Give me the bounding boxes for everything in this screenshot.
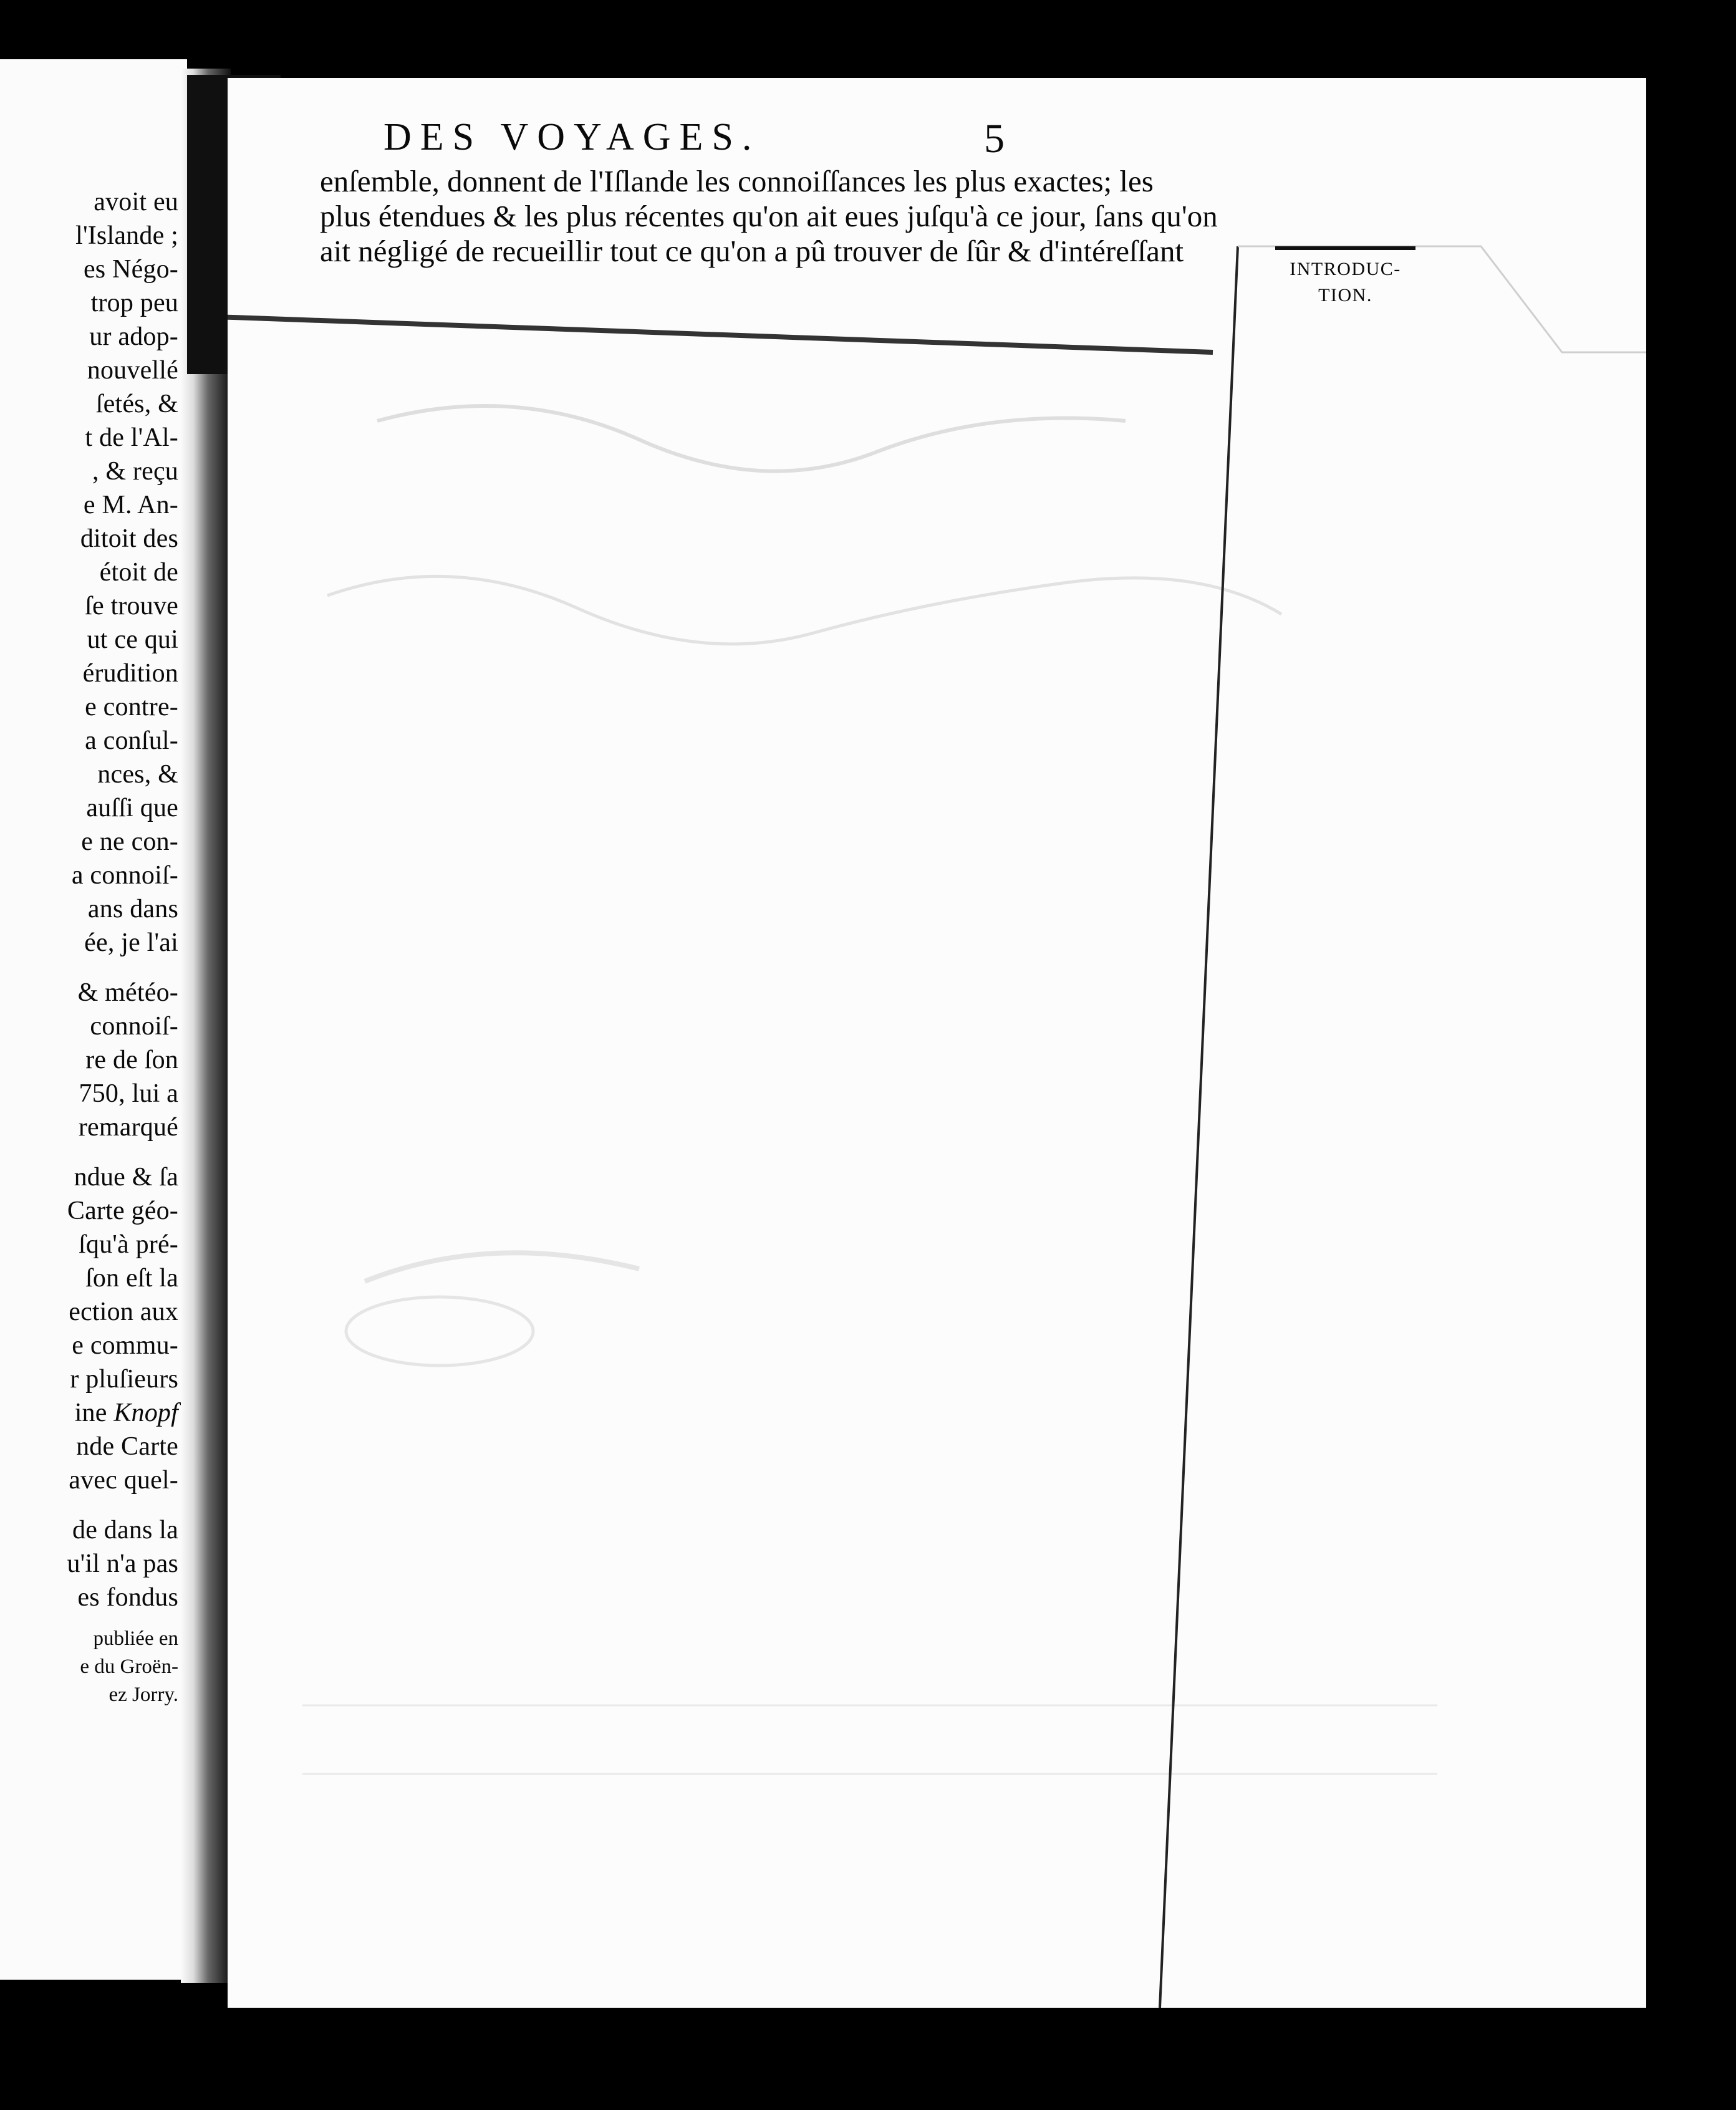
- left-text-line: es Négo-: [83, 255, 178, 284]
- left-text-line: ans dans: [87, 895, 178, 923]
- left-page: [0, 59, 187, 1980]
- left-text-line: étoit de: [99, 558, 178, 587]
- left-text-line: connoiſ-: [90, 1012, 178, 1041]
- left-text-line: ſon eſt la: [85, 1264, 178, 1293]
- left-text-line: remarqué: [78, 1113, 178, 1142]
- left-text-line: trop peu: [90, 289, 178, 317]
- left-text-line: de dans la: [72, 1516, 178, 1544]
- left-text-line: ndue & ſa: [74, 1163, 178, 1192]
- running-head: DES VOYAGES.: [383, 116, 761, 158]
- left-text-line: a connoiſ-: [71, 861, 178, 890]
- left-text-line: t de l'Al-: [85, 423, 178, 452]
- margin-note-line-1: INTRODUC-: [1290, 259, 1401, 279]
- left-text-line: avec quel-: [69, 1466, 178, 1495]
- left-text-line: ection aux: [69, 1298, 178, 1326]
- fold-crease: [228, 78, 1646, 2008]
- left-text-line: r pluſieurs: [70, 1365, 178, 1394]
- left-text-line: e ne con-: [81, 827, 178, 856]
- left-text-line: l'Islande ;: [75, 221, 178, 250]
- left-text-line: a conſul-: [85, 726, 178, 755]
- left-text-line: ſqu'à pré-: [79, 1230, 178, 1259]
- left-text-line: u'il n'a pas: [67, 1549, 178, 1578]
- left-footnote-line: ez Jorry.: [109, 1684, 178, 1706]
- left-footnote-line: e du Groën-: [80, 1655, 178, 1678]
- left-text-line: Carte géo-: [67, 1197, 178, 1225]
- left-text-line: érudition: [82, 659, 178, 688]
- left-text-line: 750, lui a: [79, 1079, 178, 1108]
- margin-note: [1275, 246, 1415, 309]
- left-text-line: ſe trouve: [85, 592, 178, 620]
- left-text-line: nouvellé: [87, 356, 178, 385]
- left-text-line: ut ce qui: [87, 625, 178, 654]
- left-text-line: & météo-: [77, 978, 178, 1007]
- left-text-line: re de ſon: [85, 1046, 178, 1074]
- left-text-line: e commu-: [72, 1331, 178, 1360]
- left-text-line: ine Knopf: [74, 1399, 178, 1427]
- left-text-line: ditoit des: [80, 524, 178, 553]
- left-text-line: nces, &: [97, 760, 178, 789]
- left-text-line: ur adop-: [89, 322, 178, 351]
- margin-note-line-2: TION.: [1318, 285, 1372, 306]
- right-page: [228, 78, 1646, 2008]
- body-line-2: plus étendues & les plus récentes qu'on ait eues juſqu'à ce jour, ſans qu'on: [320, 199, 1218, 233]
- left-text-line: e contre-: [85, 693, 178, 721]
- left-text-line: avoit eu: [94, 188, 178, 216]
- left-text-line: e M. An-: [83, 491, 178, 519]
- left-footnote-line: publiée en: [93, 1627, 178, 1650]
- left-text-line: ée, je l'ai: [84, 928, 178, 957]
- page-number: 5: [984, 116, 1005, 161]
- body-line-1: enſemble, donnent de l'Iſlande les connoiſſances les plus exactes; les: [320, 164, 1154, 198]
- left-text-line: nde Carte: [76, 1432, 178, 1461]
- left-text-line: , & reçu: [92, 457, 178, 486]
- body-line-3: ait négligé de recueillir tout ce qu'on a pû trouver de ſûr & d'intéreſſant: [320, 234, 1184, 268]
- left-text-line: ſetés, &: [95, 390, 178, 418]
- left-text-line: auſſi que: [86, 794, 178, 822]
- left-text-line: es fondus: [77, 1583, 178, 1612]
